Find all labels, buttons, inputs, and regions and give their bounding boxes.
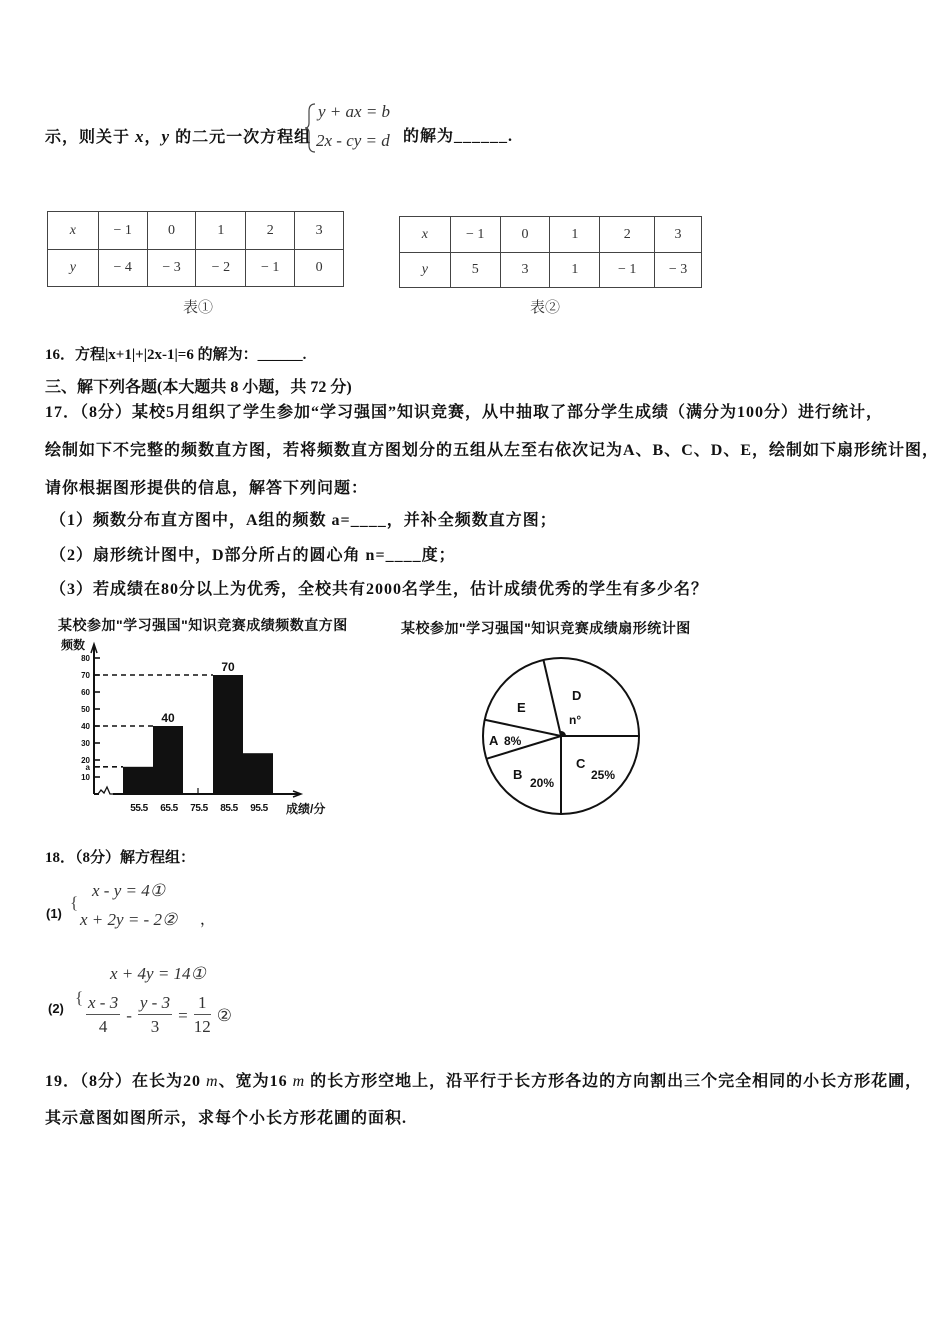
q17-sub-1-pre: （1）频数分布直方图中，A组的频数 a= (50, 512, 351, 529)
table-cell: − 1 (98, 212, 147, 250)
q19-line-2: 其示意图如图所示，求每个小长方形花圃的面积. (45, 1110, 408, 1127)
q17-sub-2 (50, 547, 456, 565)
table-1 (47, 211, 344, 287)
y-axis-title: 频数 (61, 638, 86, 652)
y-axis-tick-label: 10 (81, 773, 90, 782)
table-cell: x (48, 212, 99, 250)
q17-sub-3-pre: （3）若成绩在80分以上为优秀，全校共有2000名学生，估计成绩优秀的学生有多少名？ (50, 581, 709, 598)
histogram-title: 某校参加"学习强国"知识竞赛成绩频数直方图 (58, 617, 348, 633)
x-axis-tick-label: 75.5 (190, 803, 208, 814)
q15-mid: 的二元一次方程组 (175, 129, 312, 146)
q17-sub-2-pre: （2）扇形统计图中，D部分所占的圆心角 n= (50, 547, 386, 564)
q15-suffix: 的解为 (403, 128, 455, 145)
q16-line (45, 346, 306, 364)
table-1-caption: 表① (183, 300, 214, 316)
q16-answer-blank: ______ (257, 347, 303, 363)
pie-sector-value-A: 8% (504, 734, 522, 748)
frequency-histogram (55, 635, 345, 820)
q18-title: 18．（8分）解方程组： (45, 850, 196, 866)
q17-line-2: 绘制如下不完整的频数直方图，若将频数直方图划分的五组从左至右依次记为A、B、C、D、E，绘制如下扇形统计图， (45, 442, 940, 459)
fraction-1 (86, 992, 120, 1039)
y-axis-tick-label: 20 (81, 756, 90, 765)
q18-part-2-brace-icon: { (75, 988, 84, 1007)
q19-line-1-b: 、宽为16 (218, 1073, 293, 1090)
table-2-row-y (400, 253, 702, 288)
table-cell: 1 (196, 212, 246, 250)
fraction-1-numerator: x - 3 (88, 993, 119, 1012)
q19-line-1 (45, 1073, 922, 1091)
q15-suffix-line (403, 128, 513, 146)
q15-var-y: y (161, 127, 171, 146)
table-cell: 1 (550, 253, 600, 288)
x-axis-tick-label: 55.5 (130, 803, 148, 814)
histogram-bar-E (243, 753, 273, 794)
q17-sub-1-blank: ____ (350, 512, 387, 529)
bar-value-label: 70 (221, 660, 235, 674)
table-cell: 0 (500, 217, 550, 253)
table-cell: − 2 (196, 250, 246, 287)
q16-text: 16．方程|x+1|+|2x-1|=6 的解为： (45, 347, 258, 363)
y-axis-tick-label: 80 (81, 654, 90, 663)
table-cell: y (400, 253, 451, 288)
q15-equation-1: y + ax = b (318, 102, 391, 121)
fraction-3 (194, 992, 211, 1039)
table-cell: 2 (246, 212, 295, 250)
equals-operator: = (178, 1005, 188, 1025)
q19-unit-m: m (292, 1073, 306, 1090)
q18-part-1-equation-1: x - y = 4① (92, 881, 165, 900)
table-cell: − 1 (600, 253, 655, 288)
fraction-3-denominator: 12 (193, 1017, 211, 1036)
table-cell: − 3 (655, 253, 702, 288)
table-cell: − 1 (246, 250, 295, 287)
table-2 (399, 216, 702, 288)
fraction-2-numerator: y - 3 (139, 993, 171, 1012)
q18-part-1-brace-icon: { (70, 893, 79, 912)
fraction-3-numerator: 1 (197, 993, 207, 1012)
q15-sep: ， (144, 129, 162, 146)
table-cell: y (48, 250, 99, 287)
pie-sector-label-A: A (489, 733, 499, 748)
y-axis-tick-label: 40 (81, 722, 90, 731)
x-axis-tick-label: 85.5 (220, 803, 238, 814)
x-axis-title: 成绩/分 (286, 802, 326, 816)
q18-part-1-label: (1) (46, 906, 62, 921)
table-1-row-y (48, 250, 344, 287)
pie-sector-label-D: D (572, 688, 582, 703)
table-cell: 3 (295, 212, 344, 250)
fraction-2-denominator: 3 (150, 1017, 160, 1036)
q18-part-1-equation-2: x + 2y = - 2② (80, 910, 178, 929)
q15-prefix: 示，则关于 (45, 129, 131, 146)
q16-end: . (302, 347, 307, 363)
bar-value-label: 40 (161, 711, 175, 725)
q19-line-1-a: 19．（8分）在长为20 (45, 1073, 207, 1090)
q19-unit-m: m (206, 1073, 219, 1090)
table-cell: 3 (500, 253, 550, 288)
q15-brace-icon (0, 0, 950, 200)
y-axis-tick-label: 30 (81, 739, 90, 748)
section-3-heading: 三、解下列各题(本大题共 8 小题，共 72 分) (45, 379, 352, 396)
x-axis-tick-label: 65.5 (160, 803, 178, 814)
fraction-1-denominator: 4 (98, 1017, 108, 1036)
histogram-bar-B (153, 726, 183, 794)
table-cell: 5 (450, 253, 500, 288)
fraction-2 (138, 992, 172, 1039)
q17-sub-1 (50, 512, 557, 530)
table-cell: 2 (600, 217, 655, 253)
histogram-bar-D (213, 675, 243, 794)
pie-sector-label-C: C (576, 756, 586, 771)
y-axis-tick-label: 60 (81, 688, 90, 697)
minus-operator: - (126, 1005, 132, 1025)
y-axis-tick-label: a (85, 762, 90, 772)
q15-var-x: x (135, 127, 145, 146)
table-cell: − 4 (98, 250, 147, 287)
q15-answer-blank: ______ (454, 128, 509, 145)
q17-sub-2-blank: ____ (385, 547, 422, 564)
q18-part-2-equation-2 (83, 992, 235, 1039)
pie-sector-label-B: B (513, 767, 523, 782)
table-cell: 0 (147, 212, 196, 250)
q18-part-1-tail: ， (200, 912, 216, 928)
pie-sector-value-D: n° (569, 713, 582, 727)
table-cell: − 3 (147, 250, 196, 287)
q15-end: . (508, 128, 514, 145)
table-cell: 3 (655, 217, 702, 253)
q17-sub-2-post: 度； (421, 547, 456, 564)
pie-chart-title: 某校参加"学习强国"知识竞赛成绩扇形统计图 (401, 620, 691, 636)
y-axis-tick-label: 50 (81, 705, 90, 714)
q15-equation-2: 2x - cy = d (316, 131, 390, 150)
q18-part-2-label: (2) (48, 1001, 64, 1016)
q18-part-2-equation-1: x + 4y = 14① (110, 964, 206, 983)
pie-sector-value-B: 20% (530, 776, 555, 790)
table-cell: 0 (295, 250, 344, 287)
q17-line-1: 17．（8分）某校5月组织了学生参加“学习强国”知识竞赛，从中抽取了部分学生成绩（满分为100分）进行统计， (45, 404, 884, 421)
pie-sector-value-C: 25% (591, 768, 616, 782)
table-1-row-x (48, 212, 344, 250)
table-cell: 1 (550, 217, 600, 253)
y-axis-tick-label: 70 (81, 671, 90, 680)
histogram-bar-A (123, 767, 153, 794)
table-cell: x (400, 217, 451, 253)
q17-sub-1-post: ，并补全频数直方图； (386, 512, 557, 529)
x-axis-tick-label: 95.5 (250, 803, 268, 814)
table-2-row-x (400, 217, 702, 253)
q17-sub-3 (50, 581, 708, 599)
q17-line-3: 请你根据图形提供的信息，解答下列问题： (45, 480, 369, 497)
circled-2-mark: ② (216, 1005, 232, 1025)
pie-chart (470, 645, 655, 830)
q19-line-1-c: 的长方形空地上，沿平行于长方形各边的方向割出三个完全相同的小长方形花圃， (305, 1073, 923, 1090)
pie-sector-label-E: E (517, 700, 526, 715)
table-2-caption: 表② (530, 300, 561, 316)
table-cell: − 1 (450, 217, 500, 253)
